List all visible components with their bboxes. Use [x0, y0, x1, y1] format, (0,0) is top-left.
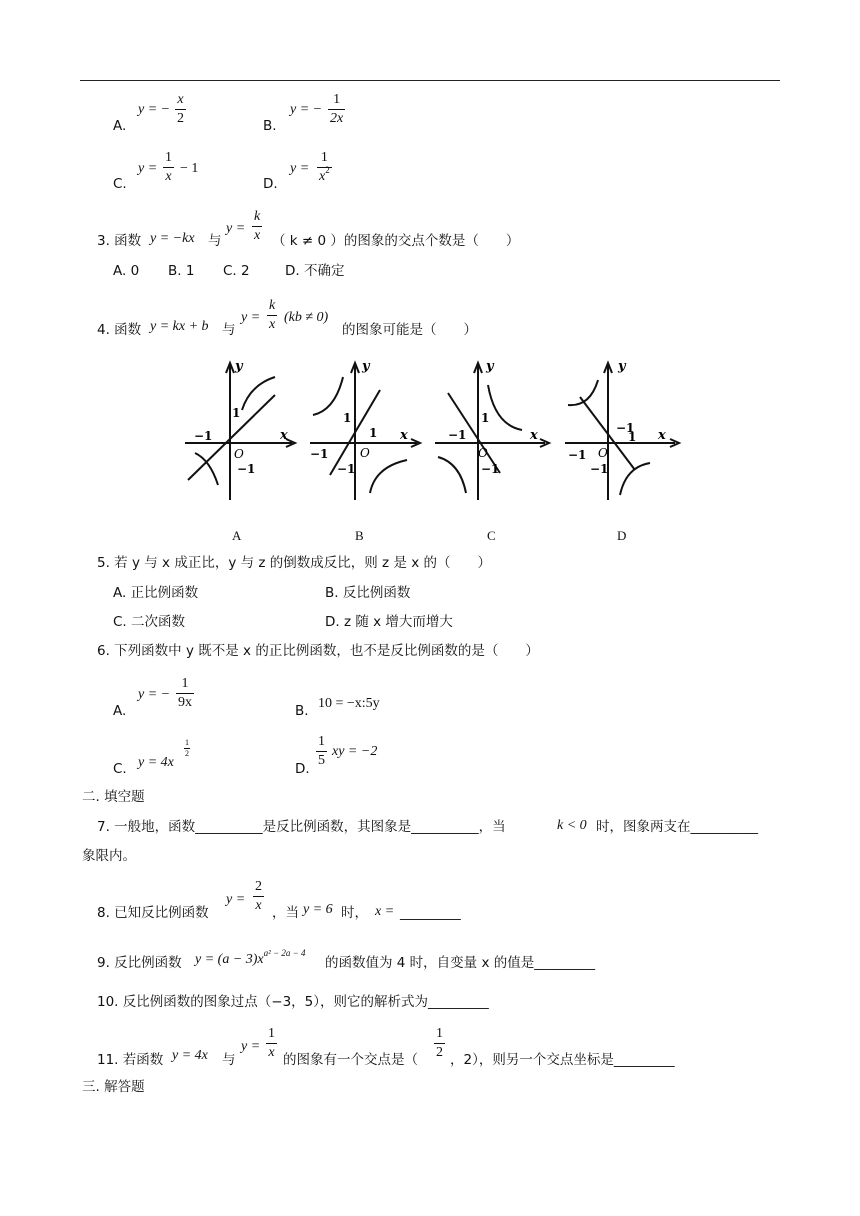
q2-option-c-fraction: $\frac{1}{x}$ [165, 150, 172, 184]
q5-option-a: A. 正比例函数 [113, 585, 199, 601]
q3-function-2-lhs: y = [226, 221, 246, 236]
graph-d-y-label: y [618, 359, 626, 374]
graph-b-tick-1-y: 1 [343, 411, 352, 425]
graph-d-tick-neg1-x: −1 [568, 448, 587, 462]
q11-connector: 与 [222, 1052, 236, 1068]
q6-option-c-label: C. [113, 761, 127, 777]
q6-stem: 6. 下列函数中 y 既不是 x 的正比例函数，也不是反比例函数的是（ ） [97, 643, 539, 659]
q4-function-2-lhs: y = [241, 310, 261, 325]
q6-option-a-label: A. [113, 703, 127, 719]
q9-expr: $y = (a - 3)x^{a^2 - 2a - 4}$ [195, 948, 306, 967]
graph-a-tick-1: 1 [232, 406, 241, 420]
q5-stem: 5. 若 y 与 x 成正比，y 与 z 的倒数成反比，则 z 是 x 的（ ） [97, 555, 492, 571]
graph-a-origin: O [234, 447, 244, 461]
q3-option-d: D. 不确定 [285, 263, 345, 279]
q4-suffix: 的图象可能是（ ） [342, 322, 477, 338]
q6-option-b-label: B. [295, 703, 309, 719]
q2-option-b-label: B. [263, 118, 277, 134]
q4-function-2-condition: (kb ≠ 0) [284, 310, 329, 325]
q5-option-b: B. 反比例函数 [325, 585, 411, 601]
graph-b-y-label: y [362, 359, 370, 374]
q2-option-d-fraction: $\frac{1}{x^2}$ [319, 150, 330, 184]
graph-d-origin: O [598, 446, 608, 460]
graph-a [180, 355, 300, 505]
q11-function-2-lhs: y = [241, 1039, 261, 1054]
q4-prefix: 4. 函数 [97, 322, 142, 338]
graph-d-tick-neg1-y: −1 [590, 462, 609, 476]
graph-a-x-label: x [280, 428, 288, 443]
header-rule [80, 80, 780, 81]
q6-option-b-expr: 10 = −x:5y [318, 696, 380, 711]
graph-a-tick-neg1-y: −1 [237, 462, 256, 476]
graph-b-curve-lower [370, 460, 407, 493]
q10-text: 10. 反比例函数的图象过点（−3，5），则它的解析式为_________ [97, 994, 489, 1010]
q3-option-a: A. 0 [113, 263, 140, 279]
q7-line-2: 象限内。 [82, 848, 136, 864]
q2-option-d-label: D. [263, 176, 278, 192]
q6-option-d-label: D. [295, 761, 310, 777]
q2-option-c-rhs: − 1 [180, 161, 199, 176]
q6-option-c-exponent: $\frac{1}{2}$ [185, 738, 189, 758]
graph-d [560, 355, 685, 505]
graph-c-caption: C [487, 528, 496, 543]
q4-function-1: y = kx + b [150, 319, 209, 334]
q6-option-a-fraction: $\frac{1}{9x}$ [178, 676, 192, 710]
section-3-heading: 三. 解答题 [82, 1079, 145, 1095]
q9-prefix: 9. 反比例函数 [97, 955, 182, 971]
graph-b-tick-neg1-x: −1 [310, 447, 329, 461]
q8-connector-2: 时， [341, 905, 368, 921]
q4-connector: 与 [222, 322, 236, 338]
q5-option-d: D. z 随 x 增大而增大 [325, 614, 453, 630]
q3-function-1: y = −kx [150, 231, 195, 246]
q9-exponent: a² − 2a − 4 [263, 948, 306, 958]
q11-point-fraction: $\frac{1}{2}$ [436, 1026, 443, 1060]
q8-connector: ，当 [272, 905, 299, 921]
q11-text-1: 的图象有一个交点是（ [283, 1052, 418, 1068]
q7-line-1: 7. 一般地，函数__________是反比例函数，其图象是__________，当 [97, 819, 506, 835]
graph-d-x-label: x [658, 428, 666, 443]
q2-option-a-fraction: $\frac{x}{2}$ [177, 92, 184, 126]
graph-c-y-label: y [486, 359, 494, 374]
graph-c-tick-neg1-x: −1 [448, 428, 467, 442]
graph-a-tick-neg1-x: −1 [194, 429, 213, 443]
q11-function-2-fraction: $\frac{1}{x}$ [268, 1026, 275, 1060]
q2-option-d-lhs: y = [290, 161, 310, 176]
q7-condition: k < 0 [557, 818, 587, 833]
q3-function-2-fraction: $\frac{k}{x}$ [254, 209, 261, 243]
graph-c-tick-1-y: 1 [481, 411, 490, 425]
graph-b-x-label: x [400, 428, 408, 443]
q2-option-c-lhs: y = [138, 161, 158, 176]
graph-d-tick-1-x: 1 [628, 430, 637, 444]
q3-option-b: B. 1 [168, 263, 195, 279]
q6-option-a-lhs: y = − [138, 687, 171, 702]
graph-b [305, 355, 425, 505]
q2-option-a-label: A. [113, 118, 127, 134]
q6-option-d-expr: xy = −2 [332, 744, 378, 759]
q8-prefix: 8. 已知反比例函数 [97, 905, 209, 921]
graph-b-curve-upper [313, 377, 343, 415]
q2-option-b-fraction: $\frac{1}{2x}$ [330, 92, 344, 126]
q6-option-c-expr: y = 4x [138, 755, 174, 770]
graph-c-curve-lower [438, 457, 466, 493]
graph-c-origin: O [478, 446, 488, 460]
graph-a-caption: A [232, 528, 242, 543]
graph-d-curve-lower [620, 463, 650, 495]
graph-c-x-label: x [530, 428, 538, 443]
q8-blank: _________ [400, 905, 461, 921]
q4-function-2-fraction: $\frac{k}{x}$ [269, 298, 276, 332]
q6-option-d-fraction: $\frac{1}{5}$ [318, 734, 325, 768]
graph-b-tick-1-x: 1 [369, 426, 378, 440]
graph-c-curve-upper [488, 385, 522, 430]
graph-d-caption: D [617, 528, 627, 543]
graph-b-tick-neg1-y: −1 [337, 462, 356, 476]
graph-c-tick-neg1-y: −1 [481, 462, 500, 476]
q8-fraction: $\frac{2}{x}$ [255, 879, 262, 913]
q8-lhs: y = [226, 892, 246, 907]
graph-d-tick-neg1-y-upper: −1 [616, 421, 635, 435]
q8-condition: y = 6 [303, 902, 333, 917]
q2-option-c-label: C. [113, 176, 127, 192]
graph-a-y-label: y [235, 359, 243, 374]
q11-prefix: 11. 若函数 [97, 1052, 164, 1068]
q2-option-a-lhs: y = − [138, 102, 171, 117]
q3-option-c: C. 2 [223, 263, 250, 279]
q3-condition: （ k ≠ 0 ）的图象的交点个数是（ ） [272, 233, 520, 249]
section-2-heading: 二. 填空题 [82, 789, 145, 805]
q8-ask: x = [375, 904, 395, 919]
q3-connector: 与 [208, 233, 222, 249]
q5-option-c: C. 二次函数 [113, 614, 186, 630]
graph-b-origin: O [360, 446, 370, 460]
graph-a-curve-upper [242, 377, 275, 410]
q9-suffix: 的函数值为 4 时，自变量 x 的值是_________ [325, 955, 595, 971]
q11-function-1: y = 4x [172, 1048, 208, 1063]
q7-line-1b: 时，图象两支在__________ [596, 819, 758, 835]
q2-option-b-lhs: y = − [290, 102, 323, 117]
q3-prefix: 3. 函数 [97, 233, 142, 249]
q11-text-2: ，2），则另一个交点坐标是_________ [450, 1052, 675, 1068]
graph-d-curve-upper [568, 380, 598, 405]
graph-b-caption: B [355, 528, 364, 543]
graph-c [430, 355, 555, 505]
